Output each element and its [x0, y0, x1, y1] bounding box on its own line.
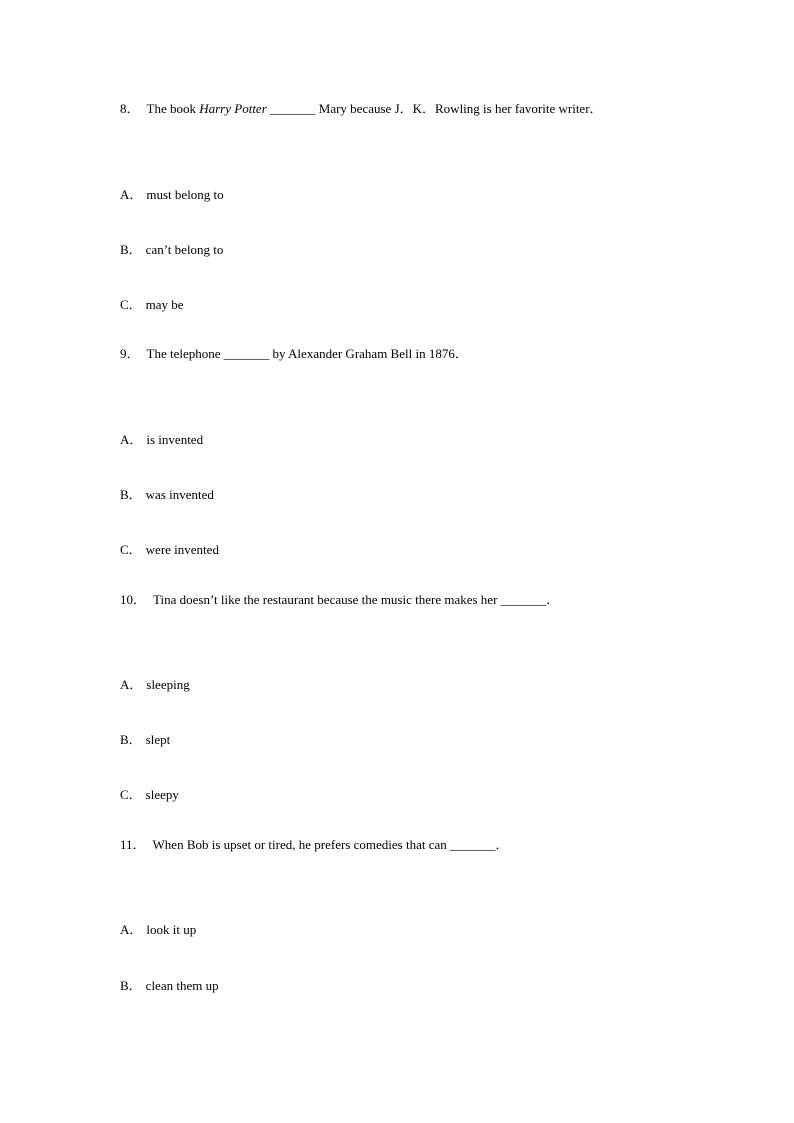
question-11-stem	[120, 837, 509, 853]
question-11-option-a	[120, 922, 196, 938]
stem-text: The telephone _______ by Alexander Graham Bell in 1876．	[146, 346, 468, 361]
option-letter: A．	[120, 432, 143, 447]
option-text: look it up	[146, 922, 197, 937]
stem-text: The book	[146, 101, 200, 116]
stem-text: _______ Mary because J．K．Rowling is her favorite writer．	[266, 101, 603, 116]
option-letter: B．	[120, 978, 142, 993]
option-text: clean them up	[145, 978, 219, 993]
question-8-option-a	[120, 187, 224, 203]
option-text: was invented	[145, 487, 214, 502]
option-text: sleepy	[145, 787, 179, 802]
question-9-option-a	[120, 432, 203, 448]
question-10-option-c	[120, 787, 179, 803]
option-letter: B．	[120, 732, 142, 747]
question-9-option-b	[120, 487, 214, 503]
option-letter: C．	[120, 787, 142, 802]
option-text: may be	[145, 297, 184, 312]
question-10-option-b	[120, 732, 170, 748]
option-letter: A．	[120, 187, 143, 202]
book-title: Harry Potter	[199, 101, 267, 116]
question-number: 9．	[120, 346, 140, 361]
question-9-option-c	[120, 542, 219, 558]
question-10-option-a	[120, 677, 190, 693]
stem-text: Tina doesn’t like the restaurant because the music there makes her _______．	[153, 592, 560, 607]
question-number: 11．	[120, 837, 146, 852]
option-letter: C．	[120, 542, 142, 557]
option-letter: C．	[120, 297, 142, 312]
option-text: must belong to	[146, 187, 224, 202]
option-letter: B．	[120, 242, 142, 257]
question-8-option-c	[120, 297, 184, 313]
option-text: slept	[145, 732, 171, 747]
option-text: can’t belong to	[145, 242, 224, 257]
option-text: sleeping	[146, 677, 190, 692]
option-letter: A．	[120, 922, 143, 937]
question-10-stem	[120, 592, 559, 608]
question-number: 10．	[120, 592, 147, 607]
option-letter: A．	[120, 677, 143, 692]
option-letter: B．	[120, 487, 142, 502]
option-text: is invented	[146, 432, 204, 447]
stem-text: When Bob is upset or tired, he prefers comedies that can _______．	[152, 837, 509, 852]
option-text: were invented	[145, 542, 219, 557]
question-number: 8．	[120, 101, 140, 116]
question-11-option-b	[120, 978, 219, 994]
question-8-option-b	[120, 242, 223, 258]
question-9-stem	[120, 346, 468, 362]
question-8-stem	[120, 101, 603, 117]
